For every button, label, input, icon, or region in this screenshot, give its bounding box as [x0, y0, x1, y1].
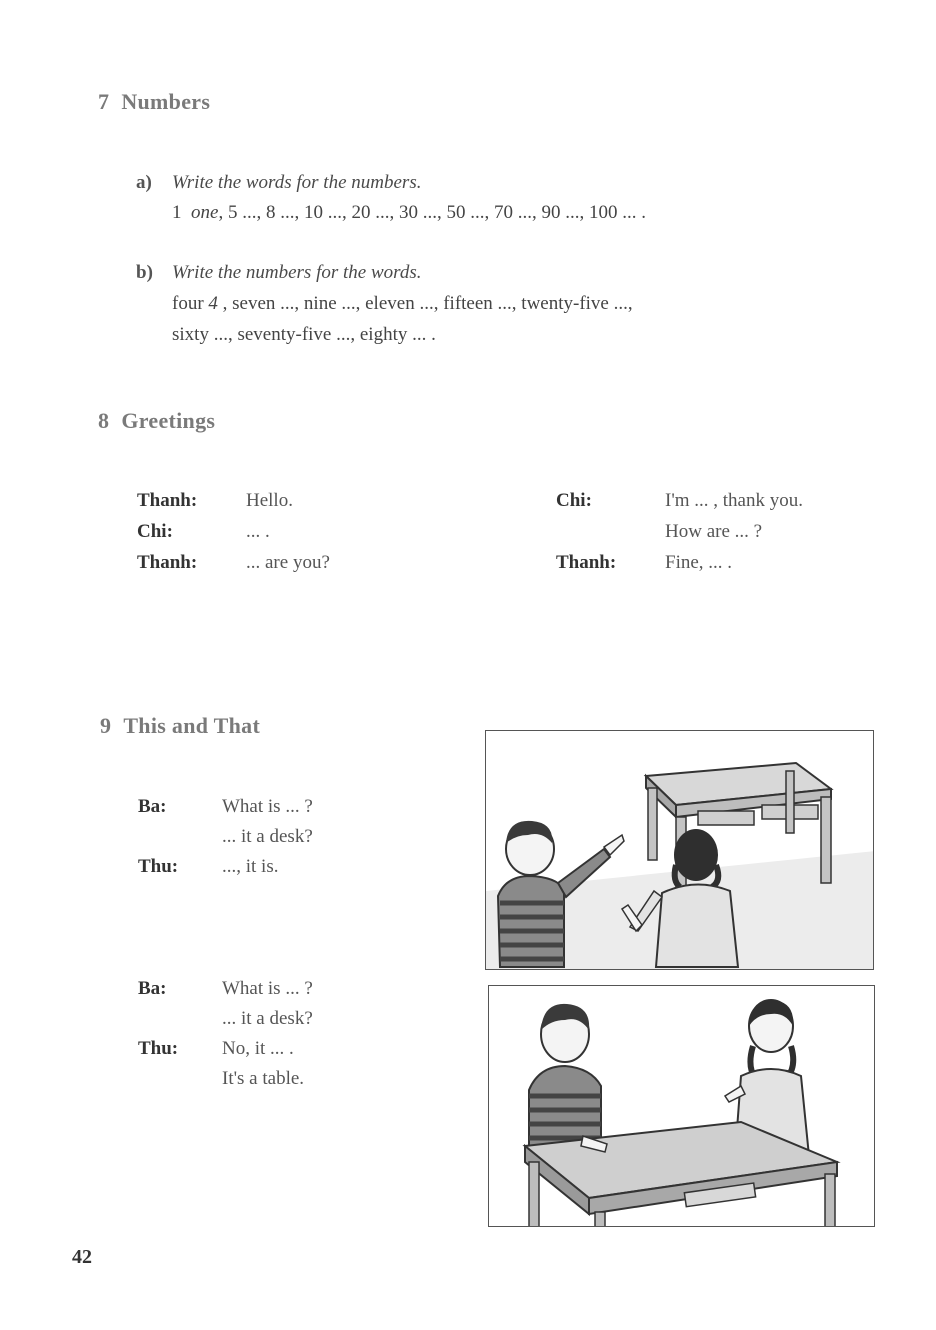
part-a-numbers-line: [172, 202, 646, 224]
section-title-greetings: [98, 408, 215, 434]
speaker-name: Chi:: [556, 490, 592, 511]
page-number: 42: [72, 1246, 92, 1268]
speaker-name: Thu:: [138, 856, 179, 877]
speaker-name: Chi:: [137, 521, 173, 542]
boy-pointing-at-desk-illustration: [485, 730, 874, 970]
part-b-words-line-1: [172, 293, 633, 315]
speech-text: ... are you?: [246, 552, 330, 573]
speaker-name: Thanh:: [137, 490, 198, 511]
part-a-instruction: Write the words for the numbers.: [172, 172, 422, 193]
speech-text: Fine, ... .: [665, 552, 733, 573]
speaker-name: Ba:: [138, 796, 167, 817]
speech-text: ... .: [246, 521, 270, 542]
section-title-this-and-that: [100, 713, 260, 739]
part-a-label: a): [136, 172, 152, 193]
section-heading: Greetings: [121, 408, 216, 433]
speech-text: I'm ... , thank you.: [665, 490, 803, 511]
speech-text: ... it a desk?: [222, 1008, 313, 1029]
section-heading: Numbers: [121, 89, 211, 114]
section-title-numbers: [98, 89, 210, 115]
speech-text: ..., it is.: [222, 856, 279, 877]
speech-text: What is ... ?: [222, 796, 313, 817]
boy-touching-table-illustration: [488, 985, 875, 1227]
speech-text: What is ... ?: [222, 978, 313, 999]
section-number: 9: [100, 713, 112, 738]
words-list: , seven ..., nine ..., eleven ..., fifteen ..., twenty-five ...,: [217, 293, 633, 314]
section-number: 8: [98, 408, 110, 433]
table-scene-drawing: [489, 986, 875, 1227]
example-word: four: [172, 293, 204, 314]
part-b-instruction: Write the numbers for the words.: [172, 262, 422, 283]
numbers-list: , 5 ..., 8 ..., 10 ..., 20 ..., 30 ..., 50 ..., 70 ..., 90 ..., 100 ... .: [218, 202, 646, 223]
section-heading: This and That: [123, 713, 261, 738]
part-b-label: b): [136, 262, 153, 283]
speech-text: It's a table.: [222, 1068, 305, 1089]
speech-text: No, it ... .: [222, 1038, 294, 1059]
example-word: one: [191, 202, 219, 223]
speaker-name: Ba:: [138, 978, 167, 999]
speaker-name: Thu:: [138, 1038, 179, 1059]
speech-text: ... it a desk?: [222, 826, 313, 847]
example-number: 4: [208, 293, 218, 314]
section-number: 7: [98, 89, 110, 114]
example-number: 1: [172, 202, 182, 223]
speech-text: Hello.: [246, 490, 293, 511]
part-b-words-line-2: sixty ..., seventy-five ..., eighty ... .: [172, 324, 436, 345]
speech-text: How are ... ?: [665, 521, 763, 542]
desk-scene-drawing: [486, 731, 874, 970]
speaker-name: Thanh:: [137, 552, 198, 573]
speaker-name: Thanh:: [556, 552, 617, 573]
